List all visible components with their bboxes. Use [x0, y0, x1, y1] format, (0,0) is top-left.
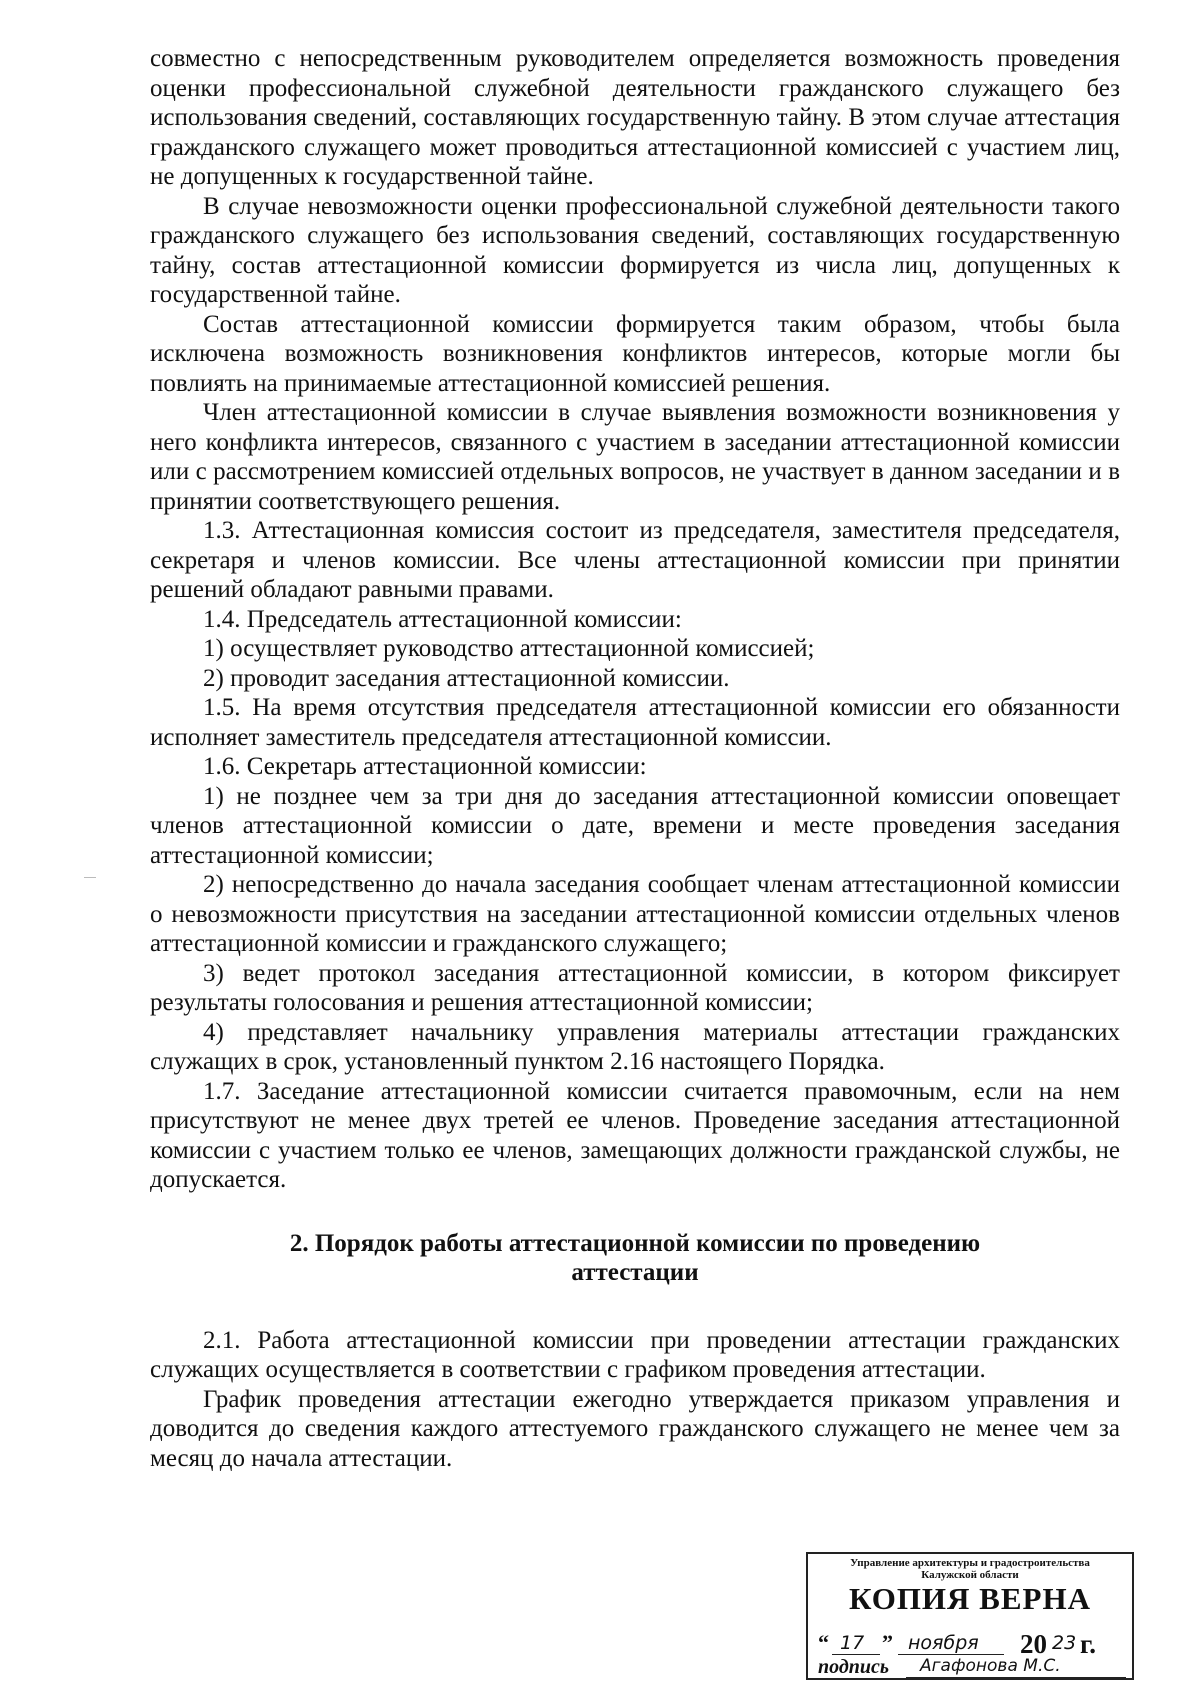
paragraph: 1) не позднее чем за три дня до заседания аттестационной комиссии оповещает членов аттестационной комиссии о дате, времени и месте проведения заседания аттестационной комиссии; — [150, 782, 1120, 869]
stamp-org-line1: Управление архитектуры и градостроительства — [850, 1557, 1090, 1569]
stamp-month-underline — [898, 1654, 1004, 1655]
stamp-title: КОПИЯ ВЕРНА — [849, 1581, 1091, 1616]
stamp-day: 17 — [840, 1632, 865, 1654]
copy-certification-stamp — [806, 1552, 1134, 1680]
stamp-year-prefix: 20 — [1020, 1629, 1047, 1659]
document-body — [150, 44, 1120, 1473]
stamp-close-quote: ” — [882, 1630, 893, 1655]
stamp-org-line2: Калужской области — [921, 1569, 1019, 1581]
paragraph: 3) ведет протокол заседания аттестационной комиссии, в котором фиксирует результаты голосования и решения аттестационной комиссии; — [150, 959, 1120, 1016]
paragraph: В случае невозможности оценки профессиональной служебной деятельности такого гражданского служащего без использования сведений, составляющих государственную тайну, состав аттестационной комиссии формируется из числа лиц, допущенных к государственной тайне. — [150, 192, 1120, 308]
paragraphs-after — [150, 1326, 1120, 1474]
stamp-organization — [808, 1557, 1132, 1581]
paragraph: 4) представляет начальнику управления материалы аттестации гражданских служащих в срок, установленный пунктом 2.16 настоящего Порядка. — [150, 1018, 1120, 1075]
paragraph: 2.1. Работа аттестационной комиссии при проведении аттестации гражданских служащих осуществляется в соответствии с графиком проведения аттестации. — [150, 1326, 1120, 1383]
stamp-year-suffix: 23 — [1052, 1632, 1077, 1654]
margin-mark — [84, 877, 96, 878]
stamp-day-underline — [832, 1654, 880, 1655]
section-heading-line2: аттестации — [571, 1259, 699, 1286]
paragraph: График проведения аттестации ежегодно утверждается приказом управления и доводится до сведения каждого аттестуемого гражданского служащего не менее чем за месяц до начала аттестации. — [150, 1385, 1120, 1472]
paragraph: совместно с непосредственным руководителем определяется возможность проведения оценки профессиональной служебной деятельности гражданского служащего без использования сведений, составляющих государственную тайну. В этом случае аттестация гражданского служащего может проводиться аттестационной комиссией с участием лиц, не допущенных к государственной тайне. — [150, 45, 1120, 190]
stamp-month: ноября — [908, 1632, 979, 1654]
paragraph: 1.4. Председатель аттестационной комиссии: — [203, 605, 682, 633]
paragraphs-before — [150, 44, 1120, 1195]
paragraph: 1) осуществляет руководство аттестационной комиссией; — [203, 635, 815, 662]
paragraph: 1.5. На время отсутствия председателя аттестационной комиссии его обязанности исполняет заместитель председателя аттестационной комиссии. — [150, 694, 1120, 751]
stamp-date-line — [818, 1629, 1128, 1659]
paragraph: 1.7. Заседание аттестационной комиссии считается правомочным, если на нем присутствуют не менее двух третей ее членов. Проведение заседания аттестационной комиссии с участием только ее членов, замещающих должности гражданской службы, не допускается. — [150, 1077, 1120, 1193]
paragraph: 1.6. Секретарь аттестационной комиссии: — [203, 753, 647, 780]
stamp-year-end: г. — [1080, 1629, 1096, 1659]
stamp-handwritten-signature: Агафонова М.С. — [920, 1656, 1061, 1676]
section-heading-line1: 2. Порядок работы аттестационной комиссии по проведению — [289, 1229, 981, 1257]
stamp-signature-line — [818, 1656, 1128, 1680]
paragraph: 2) проводит заседания аттестационной комиссии. — [203, 664, 730, 692]
section-heading — [150, 1229, 1120, 1288]
paragraph: Состав аттестационной комиссии формируется таким образом, чтобы была исключена возможность возникновения конфликтов интересов, которые могли бы повлиять на принимаемые аттестационной комиссией решения. — [150, 310, 1120, 397]
stamp-signature-underline — [906, 1677, 1126, 1678]
stamp-open-quote: “ — [818, 1630, 829, 1655]
paragraph: 1.3. Аттестационная комиссия состоит из председателя, заместителя председателя, секретаря и членов комиссии. Все члены аттестационной комиссии при принятии решений обладают равными правами. — [150, 517, 1120, 603]
paragraph: Член аттестационной комиссии в случае выявления возможности возникновения у него конфликта интересов, связанного с участием в заседании аттестационной комиссии или с рассмотрением комиссией отдельных вопросов, не участвует в данном заседании и в принятии соответствующего решения. — [150, 399, 1120, 515]
stamp-sign-label: подпись — [818, 1656, 890, 1678]
paragraph: 2) непосредственно до начала заседания сообщает членам аттестационной комиссии о невозможности присутствия на заседании аттестационной комиссии отдельных членов аттестационной комиссии и гражданского служащего; — [150, 871, 1120, 957]
